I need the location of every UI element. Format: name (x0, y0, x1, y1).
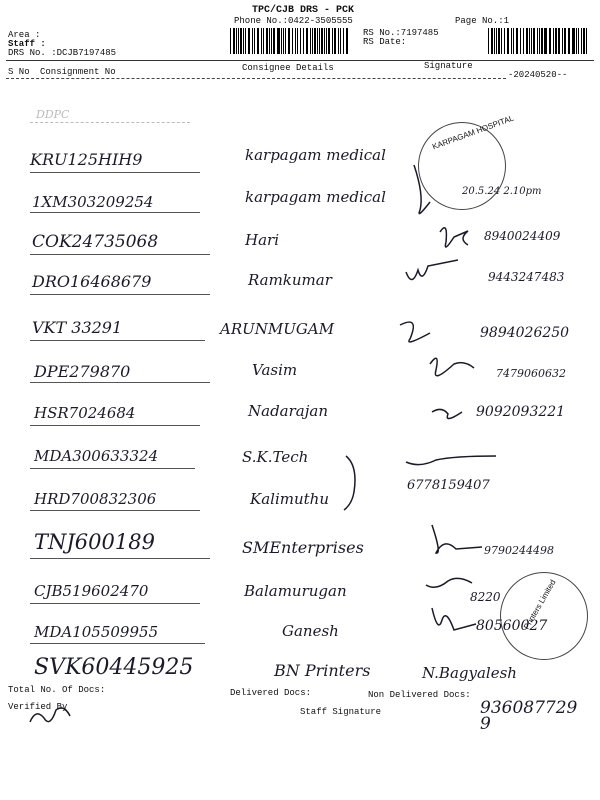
row-consignee: SMEnterprises (242, 538, 364, 557)
row-consignee: Kalimuthu (250, 490, 329, 508)
row-consignment: VKT 33291 (32, 318, 123, 337)
barcode-bar (533, 28, 535, 54)
row-consignment: MDA105509955 (34, 623, 159, 641)
row-consignment: HSR7024684 (34, 404, 136, 422)
barcode-bar (545, 28, 546, 54)
row-consignee: ARUNMUGAM (220, 320, 335, 338)
company-stamp-text: Printers Limited (521, 578, 558, 631)
barcode-bar (537, 28, 538, 54)
barcode-bar (326, 28, 327, 54)
barcode-bar (511, 28, 512, 54)
row-underline (30, 122, 190, 123)
row-consignee: karpagam medical (245, 188, 386, 206)
row-consignment: CJB519602470 (34, 582, 149, 600)
col-signature: Signature (424, 61, 473, 71)
barcode-bar (321, 28, 323, 54)
barcode-bar (292, 28, 293, 54)
barcode-bar (261, 28, 262, 54)
hospital-stamp-text: KARPAGAM HOSPITAL (431, 113, 515, 152)
row-note: 8220 (470, 590, 501, 604)
barcode-bar (295, 28, 296, 54)
barcode-bar (283, 28, 284, 54)
row-consignment: COK24735068 (32, 232, 159, 252)
row-note: 6778159407 (407, 478, 490, 493)
barcode-bar (278, 28, 279, 54)
barcode-bar (343, 28, 344, 54)
barcode-bar (340, 28, 341, 54)
signature-mark (432, 525, 482, 553)
row-note: 20.5.24 2.10pm (462, 186, 542, 197)
phone-number: Phone No.:0422-3505555 (234, 16, 353, 26)
barcode-bar (496, 28, 497, 54)
area-label: Area : (8, 30, 41, 40)
row-consignment: DPE279870 (34, 362, 131, 381)
signature-mark (400, 322, 430, 342)
row-underline (30, 172, 200, 173)
barcode-bar (529, 28, 530, 54)
col-consignee: Consignee Details (242, 63, 334, 73)
barcode-bar (277, 28, 278, 54)
drs-number: DRS No. :DCJB7197485 (8, 48, 117, 58)
barcode-bar (555, 28, 556, 54)
barcode-bar (586, 28, 587, 54)
rs-date: RS Date: (363, 37, 407, 47)
row-consignee: Hari (245, 231, 279, 249)
signature-mark (406, 456, 496, 465)
row-note: 9790244498 (484, 544, 554, 557)
barcode-center (230, 28, 350, 54)
barcode-bar (252, 28, 253, 54)
row-note: 9443247483 (488, 270, 565, 284)
row-consignment: 1XM303209254 (32, 193, 154, 211)
barcode-bar (504, 28, 505, 54)
header-title: TPC/CJB DRS - PCK (252, 5, 355, 16)
barcode-bar (338, 28, 340, 54)
barcode-bar (558, 28, 560, 54)
barcode-bar (544, 28, 545, 54)
rs-number: RS No.:7197485 (363, 28, 439, 38)
barcode-bar (285, 28, 286, 54)
staff-signature-label: Staff Signature (300, 707, 382, 717)
barcode-bar (572, 28, 573, 54)
barcode-bar (501, 28, 502, 54)
row-note: N.Bagyalesh (422, 664, 517, 682)
barcode-right (488, 28, 588, 54)
row-consignee: Balamurugan (244, 582, 347, 600)
barcode-bar (328, 28, 330, 54)
total-docs-label: Total No. Of Docs: (8, 685, 106, 695)
barcode-bar (581, 28, 582, 54)
barcode-bar (288, 28, 290, 54)
row-consignment: HRD700832306 (34, 490, 157, 508)
signature-mark (406, 260, 458, 280)
staff-label: Staff : (8, 39, 46, 49)
barcode-bar (310, 28, 311, 54)
barcode-bar (312, 28, 313, 54)
barcode-bar (488, 28, 489, 54)
barcode-bar (516, 28, 518, 54)
signature-mark (432, 608, 476, 630)
barcode-bar (562, 28, 563, 54)
barcode-bar (266, 28, 268, 54)
non-delivered-docs-label: Non Delivered Docs: (368, 690, 471, 700)
barcode-bar (568, 28, 570, 54)
barcode-bar (324, 28, 325, 54)
barcode-bar (539, 28, 540, 54)
row-consignee: S.K.Tech (242, 448, 309, 466)
row-underline (30, 425, 200, 426)
date-code: -20240520-- (508, 70, 568, 80)
barcode-bar (317, 28, 318, 54)
row-underline (30, 603, 200, 604)
row-note: 9894026250 (480, 325, 570, 341)
barcode-bar (300, 28, 301, 54)
signature-mark (440, 228, 468, 247)
barcode-bar (273, 28, 275, 54)
row-consignee: Ramkumar (248, 271, 332, 289)
row-consignment: MDA300633324 (34, 447, 159, 465)
barcode-bar (306, 28, 308, 54)
handwritten-phone: 9360877299 (480, 698, 578, 734)
barcode-bar (573, 28, 574, 54)
row-consignee: Nadarajan (248, 402, 328, 420)
col-consignment: Consignment No (40, 67, 116, 77)
row-consignment: DRO16468679 (32, 272, 152, 291)
barcode-bar (507, 28, 509, 54)
col-sno: S No (8, 67, 30, 77)
barcode-bar (281, 28, 283, 54)
barcode-bar (526, 28, 528, 54)
row-consignee: karpagam medical (245, 146, 386, 164)
row-note: 8940024409 (484, 229, 561, 243)
barcode-bar (269, 28, 270, 54)
row-underline (30, 294, 210, 295)
header-rule (6, 60, 594, 61)
barcode-bar (271, 28, 272, 54)
row-consignment: DDPC (36, 108, 70, 121)
barcode-bar (553, 28, 554, 54)
row-underline (30, 510, 200, 511)
barcode-bar (303, 28, 304, 54)
row-consignment: TNJ600189 (34, 530, 155, 554)
barcode-bar (263, 28, 264, 54)
barcode-bar (578, 28, 579, 54)
row-consignment: SVK60445925 (34, 655, 194, 680)
column-dash-rule (6, 78, 506, 79)
barcode-bar (254, 28, 255, 54)
barcode-bar (541, 28, 543, 54)
barcode-bar (498, 28, 500, 54)
row-consignee: Ganesh (282, 622, 339, 640)
barcode-bar (494, 28, 495, 54)
verified-by-label: Verified By (8, 702, 68, 712)
barcode-bar (243, 28, 244, 54)
page-number: Page No.:1 (455, 16, 510, 26)
barcode-bar (236, 28, 237, 54)
row-note: 80560027 (476, 618, 548, 634)
barcode-bar (238, 28, 239, 54)
row-consignee: Vasim (252, 361, 298, 379)
row-underline (30, 468, 195, 469)
barcode-bar (314, 28, 316, 54)
company-stamp (500, 572, 588, 660)
barcode-bar (230, 28, 231, 54)
barcode-bar (233, 28, 235, 54)
row-consignee: BN Printers (274, 661, 371, 680)
barcode-bar (523, 28, 524, 54)
barcode-bar (245, 28, 246, 54)
barcode-bar (520, 28, 521, 54)
signature-mark (426, 578, 472, 587)
barcode-bar (564, 28, 565, 54)
barcode-bar (319, 28, 320, 54)
barcode-bar (491, 28, 493, 54)
row-underline (30, 382, 210, 383)
barcode-bar (531, 28, 532, 54)
barcode-bar (240, 28, 242, 54)
row-consignment: KRU125HIH9 (30, 150, 143, 169)
barcode-bar (346, 28, 348, 54)
signature-mark (344, 456, 355, 510)
barcode-bar (332, 28, 333, 54)
row-underline (30, 254, 210, 255)
row-note: 7479060632 (496, 367, 566, 380)
barcode-bar (549, 28, 551, 54)
delivered-docs-label: Delivered Docs: (230, 688, 312, 698)
barcode-bar (334, 28, 335, 54)
row-underline (30, 340, 205, 341)
barcode-bar (257, 28, 259, 54)
barcode-bar (576, 28, 578, 54)
barcode-bar (583, 28, 585, 54)
barcode-bar (513, 28, 514, 54)
signature-mark (432, 409, 462, 418)
row-underline (30, 212, 200, 213)
row-underline (30, 643, 205, 644)
row-underline (30, 558, 210, 559)
signature-mark (430, 358, 474, 376)
barcode-bar (297, 28, 299, 54)
row-note: 9092093221 (476, 404, 566, 420)
barcode-bar (248, 28, 250, 54)
